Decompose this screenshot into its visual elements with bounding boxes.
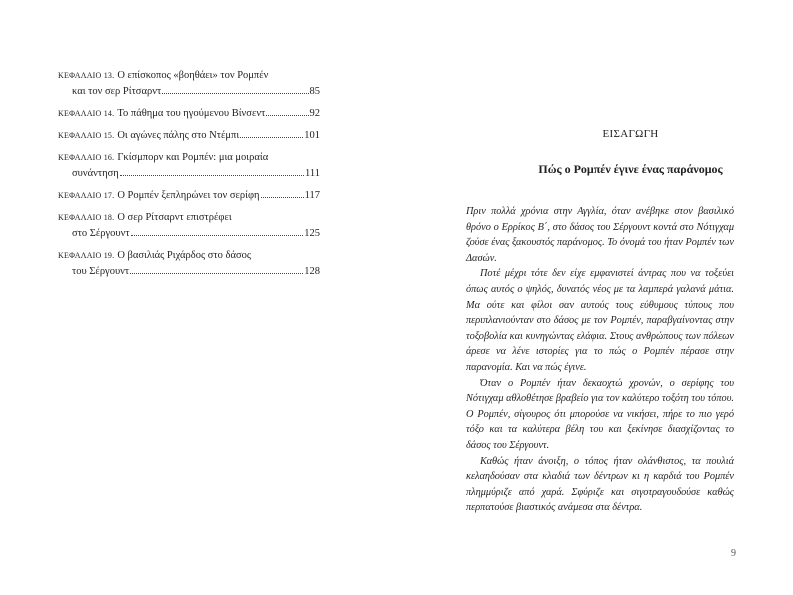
left-page [0, 0, 396, 595]
toc-entry [58, 106, 320, 122]
toc-chapter-prefix: ΚΕΦΑΛΑΙΟ 14. [58, 109, 115, 118]
toc-leader-dots [120, 175, 304, 176]
toc-title-cont: στο Σέργουντ [72, 228, 130, 239]
toc-line [58, 128, 320, 144]
table-of-contents [58, 68, 320, 286]
paragraph: Καθώς ήταν άνοιξη, ο τόπος ήταν ολάνθιστος, τα πουλιά κελαηδούσαν στα κλαδιά των δέντρων κι η καρδιά του Ρομπέν πλημμύριζε από χαρά. Σφύριζε και σιγοτραγουδούσε καθώς περπατούσε βιαστικός ανάμεσα στα δέντρα. [466, 455, 734, 514]
toc-page-number: 101 [304, 130, 320, 141]
toc-entry [58, 128, 320, 144]
toc-entry [58, 68, 320, 100]
toc-title: Ο Ρομπέν ξεπληρώνει τον σερίφη [117, 190, 260, 201]
paragraph: Ποτέ μέχρι τότε δεν είχε εμφανιστεί άντρας που να τοξεύει όπως αυτός ο ψηλός, δυνατός νέος με τα λαμπερά γαλανά μάτια. Μα ούτε και φίλοι σαν αυτούς τους εύθυμους τύπους που περιπλανιούνταν στο δάσος με τον Ρομπέν, παραβγαίνοντας στην τοξοβολία και κυνηγώντας ελάφια. Στους ανθρώπους των πόλεων άρεσε να λένε ιστορίες για το πώς ο Ρομπέν πέρασε στην παρανομία. Και να πώς έγινε. [466, 268, 734, 373]
toc-entry [58, 188, 320, 204]
right-page [396, 0, 793, 595]
toc-entry [58, 248, 320, 280]
toc-page-number: 125 [304, 228, 320, 239]
toc-line [58, 188, 320, 204]
toc-page-number: 85 [309, 86, 320, 97]
toc-chapter-prefix: ΚΕΦΑΛΑΙΟ 19. [58, 251, 115, 260]
toc-line [58, 210, 320, 226]
toc-line [58, 106, 320, 122]
toc-leader-dots [261, 197, 304, 198]
toc-title: Το πάθημα του ηγούμενου Βίνσεντ [117, 108, 266, 119]
paragraph: Όταν ο Ρομπέν ήταν δεκαοχτώ χρονών, ο σερίφης του Νότιγχαμ αθλοθέτησε βραβείο για τον καλύτερο τοξότη του τόπου. Ο Ρομπέν, σίγουρος ότι μπορούσε να νικήσει, πήρε το πιο γερό τόξο και τα καλύτερα βέλη του και ξεκίνησε διασχίζοντας το δάσος του Σέργουντ. [466, 377, 734, 451]
toc-line [58, 166, 320, 182]
toc-line [58, 150, 320, 166]
toc-title: Ο σερ Ρίτσαρντ επιστρέφει [117, 212, 232, 223]
toc-title-cont: του Σέργουντ [72, 266, 130, 277]
toc-leader-dots [266, 115, 308, 116]
toc-chapter-prefix: ΚΕΦΑΛΑΙΟ 16. [58, 153, 115, 162]
toc-line [58, 84, 320, 100]
body-text [466, 204, 734, 516]
toc-chapter-prefix: ΚΕΦΑΛΑΙΟ 13. [58, 71, 115, 80]
toc-entry [58, 210, 320, 242]
toc-leader-dots [162, 93, 308, 94]
toc-line [58, 226, 320, 242]
toc-chapter-prefix: ΚΕΦΑΛΑΙΟ 17. [58, 191, 115, 200]
toc-page-number: 117 [304, 190, 320, 201]
toc-title: Γκίσμπορν και Ρομπέν: μια μοιραία [117, 152, 269, 163]
toc-title: Οι αγώνες πάλης στο Ντέμπι [117, 130, 240, 141]
toc-leader-dots [130, 273, 303, 274]
toc-chapter-prefix: ΚΕΦΑΛΑΙΟ 15. [58, 131, 115, 140]
toc-page-number: 128 [304, 266, 320, 277]
toc-title-cont: συνάντηση [72, 168, 119, 179]
toc-page-number: 111 [305, 168, 320, 179]
page-number: 9 [731, 548, 736, 559]
chapter-label: ΕΙΣΑΓΩΓΗ [602, 128, 659, 140]
chapter-title: Πώς ο Ρομπέν έγινε ένας παράνομος [538, 162, 723, 176]
toc-title-cont: και τον σερ Ρίτσαρντ [72, 86, 162, 97]
paragraph: Πριν πολλά χρόνια στην Αγγλία, όταν ανέβηκε στον βασιλικό θρόνο ο Ερρίκος Β΄, στο δάσος του Σέργουντ κοντά στο Νότιγχαμ ζούσε ένας ξακουστός παράνομος. Το όνομά του ήταν Ρομπέν των Δασών. [466, 206, 734, 264]
toc-entry [58, 150, 320, 182]
toc-leader-dots [240, 137, 303, 138]
toc-line [58, 264, 320, 280]
toc-line [58, 248, 320, 264]
toc-page-number: 92 [309, 108, 320, 119]
toc-chapter-prefix: ΚΕΦΑΛΑΙΟ 18. [58, 213, 115, 222]
toc-line [58, 68, 320, 84]
toc-title: Ο βασιλιάς Ριχάρδος στο δάσος [117, 250, 252, 261]
toc-leader-dots [131, 235, 304, 236]
toc-title: Ο επίσκοπος «βοηθάει» τον Ρομπέν [117, 70, 269, 81]
